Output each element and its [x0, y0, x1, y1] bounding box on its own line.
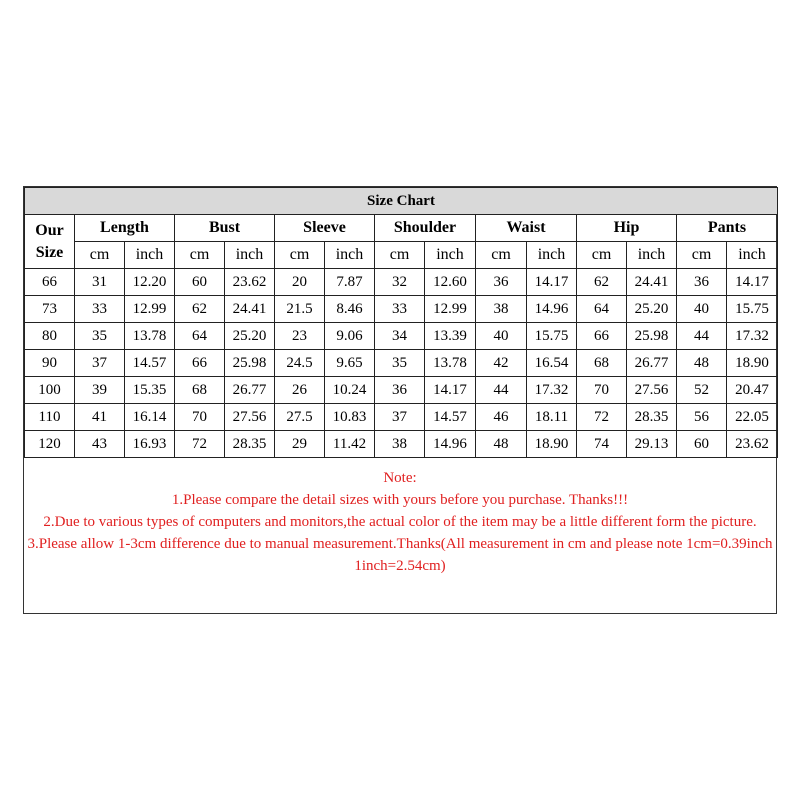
measurement-cell: 72: [577, 404, 627, 431]
measurement-cell: 37: [75, 350, 125, 377]
unit-header-pants-inch: inch: [727, 242, 778, 269]
note-line-3: 3.Please allow 1-3cm difference due to manual measurement.Thanks(All measurement in cm and please note 1cm=0.39inch 1inch=2.54cm): [27, 536, 773, 574]
measurement-cell: 35: [375, 350, 425, 377]
measurement-cell: 17.32: [527, 377, 577, 404]
measurement-cell: 32: [375, 269, 425, 296]
unit-header-hip-cm: cm: [577, 242, 627, 269]
measurement-cell: 42: [476, 350, 527, 377]
measurement-cell: 21.5: [275, 296, 325, 323]
table-title: Size Chart: [25, 188, 778, 215]
measurement-cell: 23.62: [727, 431, 778, 458]
measurement-cell: 15.75: [527, 323, 577, 350]
measurement-cell: 43: [75, 431, 125, 458]
measurement-cell: 14.17: [727, 269, 778, 296]
measurement-cell: 10.83: [325, 404, 375, 431]
measurement-cell: 12.99: [125, 296, 175, 323]
measurement-cell: 28.35: [627, 404, 677, 431]
measurement-cell: 56: [677, 404, 727, 431]
unit-header-pants-cm: cm: [677, 242, 727, 269]
measurement-cell: 15.75: [727, 296, 778, 323]
measurement-cell: 39: [75, 377, 125, 404]
measurement-cell: 25.20: [627, 296, 677, 323]
size-cell: 100: [25, 377, 75, 404]
measurement-cell: 23.62: [225, 269, 275, 296]
measurement-cell: 10.24: [325, 377, 375, 404]
measurement-cell: 26.77: [225, 377, 275, 404]
note-line-1: 1.Please compare the detail sizes with yours before you purchase. Thanks!!!: [171, 492, 629, 508]
measurement-cell: 23: [275, 323, 325, 350]
measurement-cell: 25.20: [225, 323, 275, 350]
measurement-cell: 37: [375, 404, 425, 431]
measurement-cell: 66: [175, 350, 225, 377]
table-body: [25, 269, 778, 458]
measurement-cell: 14.96: [425, 431, 476, 458]
measurement-cell: 38: [375, 431, 425, 458]
measurement-cell: 27.56: [627, 377, 677, 404]
measurement-cell: 14.17: [425, 377, 476, 404]
measurement-cell: 35: [75, 323, 125, 350]
unit-header-row: [25, 242, 778, 269]
group-header-shoulder: Shoulder: [375, 215, 476, 242]
measurement-cell: 33: [75, 296, 125, 323]
table-row: [25, 269, 778, 296]
table-row: [25, 377, 778, 404]
measurement-cell: 48: [677, 350, 727, 377]
measurement-cell: 18.11: [527, 404, 577, 431]
measurement-cell: 18.90: [727, 350, 778, 377]
measurement-cell: 52: [677, 377, 727, 404]
note-heading: Note:: [383, 470, 417, 486]
unit-header-bust-inch: inch: [225, 242, 275, 269]
measurement-cell: 62: [577, 269, 627, 296]
measurement-cell: 12.20: [125, 269, 175, 296]
measurement-cell: 68: [175, 377, 225, 404]
measurement-cell: 74: [577, 431, 627, 458]
measurement-cell: 15.35: [125, 377, 175, 404]
measurement-cell: 70: [577, 377, 627, 404]
measurement-cell: 22.05: [727, 404, 778, 431]
group-header-waist: Waist: [476, 215, 577, 242]
table-row: [25, 431, 778, 458]
measurement-cell: 33: [375, 296, 425, 323]
measurement-cell: 7.87: [325, 269, 375, 296]
group-header-hip: Hip: [577, 215, 677, 242]
measurement-cell: 14.96: [527, 296, 577, 323]
measurement-cell: 28.35: [225, 431, 275, 458]
measurement-cell: 46: [476, 404, 527, 431]
size-cell: 66: [25, 269, 75, 296]
measurement-cell: 60: [677, 431, 727, 458]
measurement-cell: 72: [175, 431, 225, 458]
unit-header-shoulder-inch: inch: [425, 242, 476, 269]
measurement-cell: 41: [75, 404, 125, 431]
table-row: [25, 404, 778, 431]
measurement-cell: 12.60: [425, 269, 476, 296]
measurement-cell: 24.41: [627, 269, 677, 296]
group-header-sleeve: Sleeve: [275, 215, 375, 242]
measurement-cell: 20.47: [727, 377, 778, 404]
measurement-cell: 16.93: [125, 431, 175, 458]
measurement-cell: 25.98: [627, 323, 677, 350]
unit-header-length-inch: inch: [125, 242, 175, 269]
size-cell: 110: [25, 404, 75, 431]
measurement-cell: 60: [175, 269, 225, 296]
measurement-cell: 8.46: [325, 296, 375, 323]
measurement-cell: 13.78: [125, 323, 175, 350]
measurement-cell: 12.99: [425, 296, 476, 323]
measurement-cell: 26: [275, 377, 325, 404]
measurement-cell: 27.56: [225, 404, 275, 431]
size-header-line-2: Size: [35, 243, 64, 261]
unit-header-sleeve-cm: cm: [275, 242, 325, 269]
unit-header-waist-cm: cm: [476, 242, 527, 269]
size-cell: 73: [25, 296, 75, 323]
size-cell: 120: [25, 431, 75, 458]
measurement-cell: 36: [677, 269, 727, 296]
unit-header-hip-inch: inch: [627, 242, 677, 269]
measurement-cell: 14.57: [125, 350, 175, 377]
measurement-cell: 36: [375, 377, 425, 404]
measurement-cell: 24.5: [275, 350, 325, 377]
measurement-cell: 38: [476, 296, 527, 323]
table-row: [25, 296, 778, 323]
notes-block: [24, 467, 776, 577]
measurement-cell: 48: [476, 431, 527, 458]
group-header-bust: Bust: [175, 215, 275, 242]
unit-header-sleeve-inch: inch: [325, 242, 375, 269]
table-row: [25, 350, 778, 377]
measurement-cell: 13.78: [425, 350, 476, 377]
measurement-cell: 13.39: [425, 323, 476, 350]
measurement-cell: 14.17: [527, 269, 577, 296]
measurement-cell: 9.65: [325, 350, 375, 377]
size-header-line-1: Our: [35, 221, 64, 239]
size-cell: 80: [25, 323, 75, 350]
unit-header-length-cm: cm: [75, 242, 125, 269]
measurement-cell: 26.77: [627, 350, 677, 377]
measurement-cell: 25.98: [225, 350, 275, 377]
note-line-2: 2.Due to various types of computers and monitors,the actual color of the item may be a little different form the picture.: [43, 514, 757, 530]
unit-header-bust-cm: cm: [175, 242, 225, 269]
measurement-cell: 34: [375, 323, 425, 350]
measurement-cell: 9.06: [325, 323, 375, 350]
measurement-cell: 44: [677, 323, 727, 350]
measurement-cell: 17.32: [727, 323, 778, 350]
group-header-length: Length: [75, 215, 175, 242]
measurement-cell: 18.90: [527, 431, 577, 458]
table-row: [25, 323, 778, 350]
measurement-cell: 11.42: [325, 431, 375, 458]
size-cell: 90: [25, 350, 75, 377]
measurement-cell: 29: [275, 431, 325, 458]
size-column-header: [25, 215, 75, 269]
measurement-cell: 16.14: [125, 404, 175, 431]
measurement-cell: 24.41: [225, 296, 275, 323]
size-chart-panel: [23, 186, 777, 614]
measurement-cell: 40: [677, 296, 727, 323]
measurement-cell: 14.57: [425, 404, 476, 431]
measurement-cell: 31: [75, 269, 125, 296]
measurement-cell: 29.13: [627, 431, 677, 458]
measurement-cell: 27.5: [275, 404, 325, 431]
measurement-cell: 40: [476, 323, 527, 350]
measurement-cell: 64: [577, 296, 627, 323]
measurement-cell: 64: [175, 323, 225, 350]
unit-header-waist-inch: inch: [527, 242, 577, 269]
measurement-cell: 62: [175, 296, 225, 323]
measurement-cell: 66: [577, 323, 627, 350]
measurement-cell: 20: [275, 269, 325, 296]
unit-header-shoulder-cm: cm: [375, 242, 425, 269]
size-chart-table: [24, 187, 778, 458]
measurement-cell: 16.54: [527, 350, 577, 377]
measurement-cell: 44: [476, 377, 527, 404]
group-header-pants: Pants: [677, 215, 778, 242]
measurement-cell: 36: [476, 269, 527, 296]
measurement-cell: 68: [577, 350, 627, 377]
measurement-cell: 70: [175, 404, 225, 431]
